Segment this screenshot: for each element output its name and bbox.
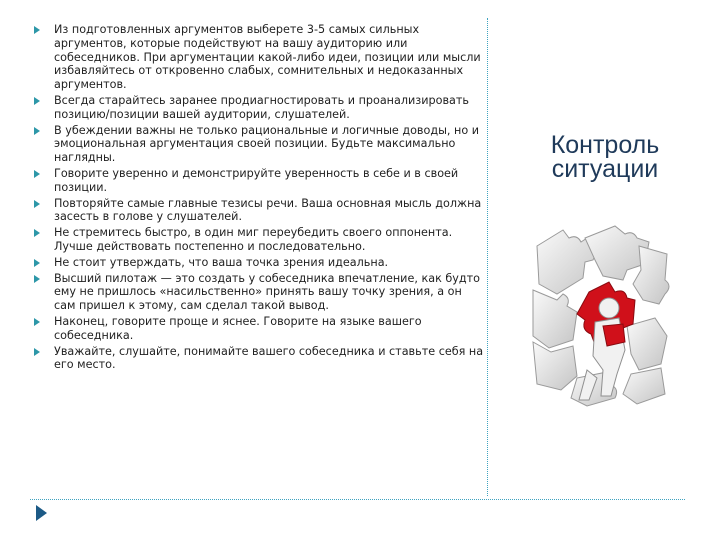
triangle-bullet-icon bbox=[34, 26, 40, 34]
list-item bbox=[34, 23, 486, 92]
triangle-bullet-icon bbox=[34, 127, 40, 135]
slide-title bbox=[500, 133, 710, 181]
list-item bbox=[34, 167, 486, 195]
bullet-text: Наконец, говорите проще и яснее. Говорите на языке вашего собеседника. bbox=[54, 314, 422, 342]
bullet-text: Из подготовленных аргументов выберете 3-5 самых сильных аргументов, которые подействуют на вашу аудиторию или собеседников. При аргументации какой-либо идеи, позиции или мысли избавляйтесь от откровенно слабых, сомнительных и недоказанных аргументов. bbox=[54, 23, 481, 92]
triangle-bullet-icon bbox=[34, 259, 40, 267]
bullet-text: Повторяйте самые главные тезисы речи. Ваша основная мысль должна засесть в голове у слушателей. bbox=[54, 196, 482, 224]
triangle-bullet-icon bbox=[34, 170, 40, 178]
triangle-bullet-icon bbox=[34, 275, 40, 283]
list-item bbox=[34, 197, 486, 225]
triangle-bullet-icon bbox=[34, 200, 40, 208]
bullet-list bbox=[34, 23, 486, 374]
title-line-2: ситуации bbox=[551, 155, 659, 183]
triangle-bullet-icon bbox=[34, 318, 40, 326]
list-item bbox=[34, 345, 486, 373]
bullet-text: Уважайте, слушайте, понимайте вашего собеседника и ставьте себя на его место. bbox=[54, 344, 484, 372]
list-item bbox=[34, 226, 486, 254]
triangle-bullet-icon bbox=[34, 229, 40, 237]
title-line-1: Контроль bbox=[550, 131, 660, 159]
bullet-text: Говорите уверенно и демонстрируйте уверенность в себе и в своей позиции. bbox=[54, 166, 459, 194]
triangle-bullet-icon bbox=[34, 97, 40, 105]
list-item bbox=[34, 256, 486, 270]
list-item bbox=[34, 315, 486, 343]
list-item bbox=[34, 94, 486, 122]
list-item bbox=[34, 124, 486, 165]
bullet-text: Не стоит утверждать, что ваша точка зрения идеальна. bbox=[54, 255, 389, 269]
bullet-text: Всегда старайтесь заранее продиагностировать и проанализировать позицию/позиции вашей аудитории, слушателей. bbox=[54, 93, 470, 121]
bullet-text: Высший пилотаж — это создать у собеседника впечатление, как будто ему не пришлось «насильственно» принять вашу точку зрения, а он сам пришел к этому, сам сделал такой вывод. bbox=[54, 271, 480, 313]
triangle-arrow-icon bbox=[36, 505, 47, 521]
list-item bbox=[34, 272, 486, 313]
bullet-text: Не стремитесь быстро, в один миг переубедить своего оппонента. Лучше действовать постепенно и последовательно. bbox=[54, 226, 453, 253]
vertical-divider bbox=[487, 18, 488, 496]
puzzle-figure-image bbox=[527, 208, 677, 413]
triangle-bullet-icon bbox=[34, 348, 40, 356]
bullet-text: В убеждении важны не только рациональные и логичные доводы, но и эмоциональная аргументация своей позиции. Будьте максимально наглядны. bbox=[54, 123, 480, 165]
horizontal-divider bbox=[30, 499, 685, 500]
